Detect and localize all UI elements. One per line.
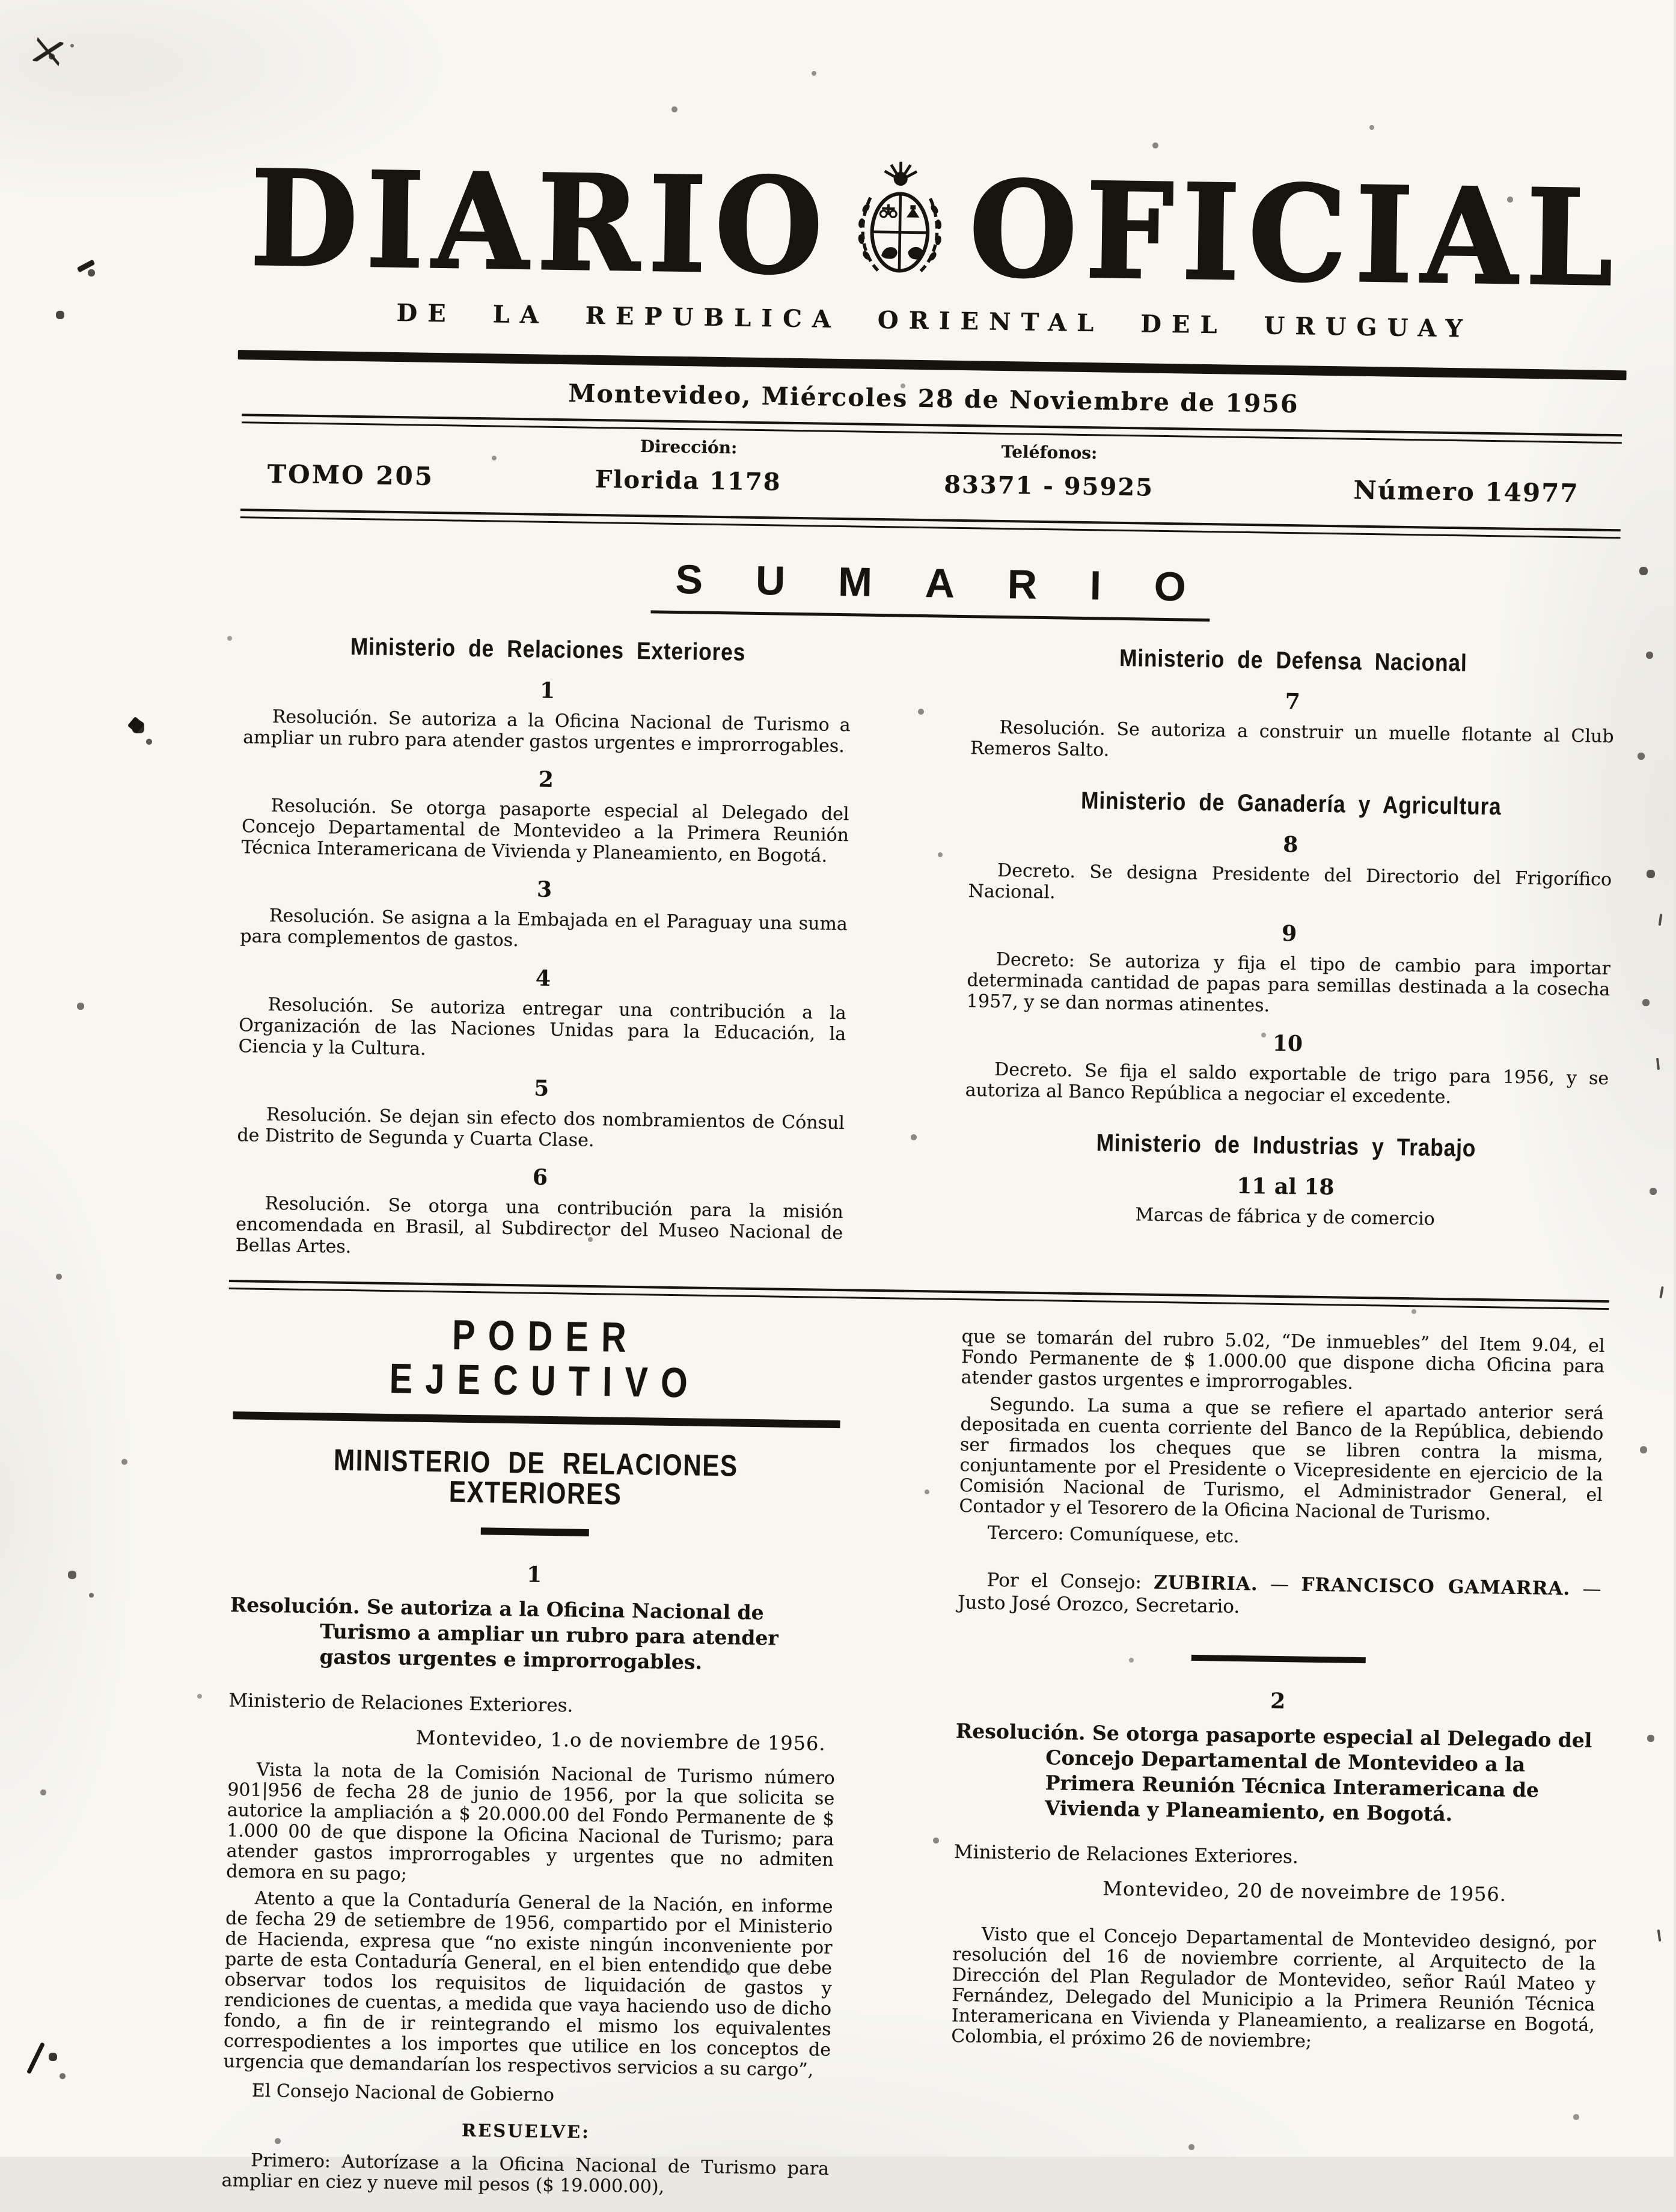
masthead-title-left: DIARIO [249, 150, 832, 296]
entry-text: Resolución. Se asigna a la Embajada en el Paraguay una suma para complementos de gastos. [240, 905, 848, 956]
article-paragraph: El Consejo Nacional de Gobierno [223, 2080, 830, 2110]
body-left-column [221, 1298, 842, 2200]
page-content [221, 102, 1622, 2211]
masthead [246, 153, 1622, 539]
address-block [519, 435, 857, 497]
sumario-left-column [236, 631, 852, 1265]
article-headline: Resolución. Se otorga pasaporte especial al Delegado del Concejo Departamental de Montevideo a la Primera Reunión Técnica Interamericana de Vivienda y Planeamiento, en Bogotá. [955, 1719, 1599, 1829]
body-right-column [949, 1309, 1605, 2211]
issue-number: Número 14977 [1241, 474, 1601, 509]
article-paragraph: que se tomarán del rubro 5.02, “De inmuebles” del Item 9.04, el Fondo Permanente de $ 1.000.00 que dispone dicha Oficina para atender gastos urgentes e improrrogables. [961, 1327, 1604, 1398]
ministry-header: MINISTERIO DE RELACIONES EXTERIORES [280, 1444, 791, 1512]
scan-artifact [26, 2042, 45, 2074]
article-paragraph: Atento a que la Contaduría General de la Nación, en informe de fecha 29 de setiembre de 1956, compartido por el Ministerio de Hacienda, expresa que “no existe ningún inconveniente por parte de esta Contaduría General, en el bien entendido que debe observar todos los requisitos de liquidación de gastos y rendiciones de cuentas, a medida que vaya haciendo uso de dicho fondo, a fin de ir reintegrando el mismo los equivalentes correspodientes a los importes que utilice en los conceptos de urgencia que demandarían los respectivos servicios a su cargo”, [223, 1888, 833, 2081]
ministry-heading: Ministerio de Defensa Nacional [1010, 643, 1576, 679]
scan-artifact [1659, 1286, 1663, 1298]
divider [238, 350, 1627, 380]
entry-text: Resolución. Se otorga una contribución para la misión encomendada en Brasil, al Subdirector del Museo Nacional de Bellas Artes. [236, 1193, 843, 1265]
divider [481, 1527, 589, 1536]
entry-text: Marcas de fábrica y de comercio [963, 1202, 1606, 1232]
entry-number: 9 [967, 916, 1611, 951]
article-number: 1 [230, 1557, 838, 1592]
sumario-section [236, 551, 1616, 1276]
phones-label: Teléfonos: [857, 440, 1241, 465]
address-label: Dirección: [520, 435, 857, 459]
sumario-entry [241, 762, 849, 867]
scan-artifact [127, 716, 144, 733]
article-source: Ministerio de Relaciones Exteriores. [228, 1690, 836, 1720]
scan-artifact [1659, 914, 1663, 926]
article-signature [958, 1568, 1601, 1624]
address-value: Florida 1178 [519, 464, 857, 497]
sumario-right-column [962, 642, 1615, 1276]
sumario-entry [970, 684, 1615, 768]
signatory-name: ZUBIRIA. [1154, 1572, 1258, 1595]
section-title: PODER EJECUTIVO [289, 1311, 801, 1407]
entry-number: 5 [237, 1071, 845, 1105]
sumario-entry [968, 827, 1612, 911]
entry-text: Resolución. Se otorga pasaporte especial al Delegado del Concejo Departamental de Montevideo a la Primera Reunión Técnica Interamericana de Vivienda y Planeamiento, en Bogotá. [241, 795, 849, 867]
scan-artifact [77, 259, 96, 272]
article-headline: Resolución. Se autoriza a la Oficina Nacional de Turismo a ampliar un rubro para atender gastos urgentes e improrrogables. [229, 1592, 837, 1677]
entry-number: 1 [243, 673, 851, 707]
signatory-name: FRANCISCO GAMARRA. [1301, 1574, 1570, 1600]
entry-number: 11 al 18 [964, 1169, 1607, 1204]
masthead-subtitle: DE LA REPUBLICA ORIENTAL DEL URUGUAY [249, 297, 1619, 346]
sumario-entry [236, 1160, 844, 1265]
entry-number: 2 [242, 762, 850, 796]
sumario-entry [240, 872, 848, 956]
article-paragraph: Visto que el Concejo Departamental de Montevideo designó, por resolución del 16 de noviembre corriente, al Arquitecto de la Dirección del Plan Regulador de Montevideo, señor Raúl Mateo y Fernández, Delegado del Municipio a la Primera Reunión Técnica Interamericana en Vivienda y Planeamiento, a realizarse en Bogotá, Colombia, el próximo 26 de noviembre; [951, 1924, 1596, 2056]
signature-text: Por el Consejo: [986, 1569, 1154, 1593]
column-gutter [842, 640, 971, 1266]
entry-text: Resolución. Se autoriza entregar una contribución a la Organización de las Naciones Unidas para la Educación, la Ciencia y la Cultura. [238, 994, 846, 1066]
tomo-number: TOMO 205 [267, 459, 520, 492]
sumario-title: SUMARIO [245, 551, 1669, 617]
phones-block [856, 440, 1241, 503]
article-number: 2 [956, 1684, 1600, 1719]
sumario-entry [967, 916, 1611, 1021]
sumario-entry [243, 673, 851, 757]
signature-text: — [1258, 1574, 1301, 1596]
signature-text: — Justo José Orozco, Secretario. [958, 1578, 1601, 1618]
entry-text: Resolución. Se autoriza a la Oficina Nacional de Turismo a ampliar un rubro para atender gastos urgentes e improrrogables. [243, 706, 851, 757]
poder-ejecutivo-section [221, 1298, 1605, 2211]
entry-text: Decreto. Se fija el saldo exportable de trigo para 1956, y se autoriza al Banco República a negociar el excedente. [965, 1059, 1609, 1110]
ministry-heading: Ministerio de Relaciones Exteriores [281, 632, 815, 667]
entry-text: Decreto: Se autoriza y fija el tipo de cambio para importar determinada cantidad de papas para semillas destinada a la cosecha 1957, y se dan normas atinentes. [967, 949, 1610, 1021]
scan-artifact [1656, 1058, 1660, 1070]
scan-artifact [1657, 1929, 1662, 1942]
article-dateline: Montevideo, 1.o de noviembre de 1956. [228, 1723, 835, 1755]
entry-number: 4 [239, 961, 847, 995]
article-dateline: Montevideo, 20 de noveimbre de 1956. [953, 1875, 1597, 1907]
scan-artifact [32, 37, 63, 66]
sumario-entry [963, 1169, 1607, 1232]
article-paragraph: Primero: Autorízase a la Oficina Nacional de Turismo para ampliar en ciez y nueve mil pesos ($ 19.000.00), [221, 2150, 829, 2200]
divider [233, 1411, 840, 1428]
divider [650, 610, 1210, 622]
sumario-entry [965, 1026, 1609, 1110]
article-paragraph: Segundo. La suma a que se refiere el apartado anterior será depositada en cuenta corriente del Banco de la República, debiendo ser firmados los cheques que se libren contra la misma, conjuntamente por el Presidente o Vicepresidente en ejercicio de la Comisión Nacional de Turismo, el Administrador General, el Contador y el Tesorero de la Oficina Nacional de Turismo. [959, 1394, 1604, 1526]
entry-text: Resolución. Se autoriza a construir un muelle flotante al Club Remeros Salto. [970, 716, 1614, 768]
entry-number: 3 [240, 872, 848, 906]
phones-value: 83371 - 95925 [856, 469, 1241, 503]
sumario-entry [237, 1071, 845, 1155]
ministry-heading: Ministerio de Industrias y Trabajo [1003, 1128, 1569, 1164]
divider [1191, 1655, 1366, 1663]
entry-number: 10 [966, 1026, 1610, 1061]
uruguay-coat-of-arms-icon [846, 160, 955, 287]
entry-number: 7 [971, 684, 1615, 719]
article-paragraph: Vista la nota de la Comisión Nacional de Turismo número 901|956 de fecha 28 de junio de 1956, por la que solicita se autorice la ampliación a $ 20.000.00 del Fondo Permanente de $ 1.000 00 de que dispone la Oficina Nacional de Turismo; para atender gastos improrrogables y urgentes que no admiten demora en su pago; [226, 1759, 835, 1891]
resolution-label: RESUELVE: [222, 2116, 830, 2146]
article-source: Ministerio de Relaciones Exteriores. [954, 1841, 1597, 1872]
article-paragraph: Tercero: Comuníquese, etc. [959, 1523, 1602, 1553]
scan-noise [0, 0, 2, 2]
column-gutter [828, 1307, 962, 2202]
ministry-heading: Ministerio de Ganadería y Agricultura [1008, 786, 1574, 822]
entry-number: 6 [236, 1160, 844, 1194]
masthead-title-right: OFICIAL [968, 160, 1622, 308]
entry-text: Decreto. Se designa Presidente del Directorio del Frigorífico Nacional. [968, 860, 1612, 911]
sumario-entry [238, 961, 846, 1066]
issue-date: Montevideo, Miércoles 28 de Noviembre de 1956 [248, 374, 1619, 424]
entry-number: 8 [969, 827, 1613, 862]
entry-text: Resolución. Se dejan sin efecto dos nombramientos de Cónsul de Distrito de Segunda y Cuarta Clase. [237, 1104, 845, 1155]
